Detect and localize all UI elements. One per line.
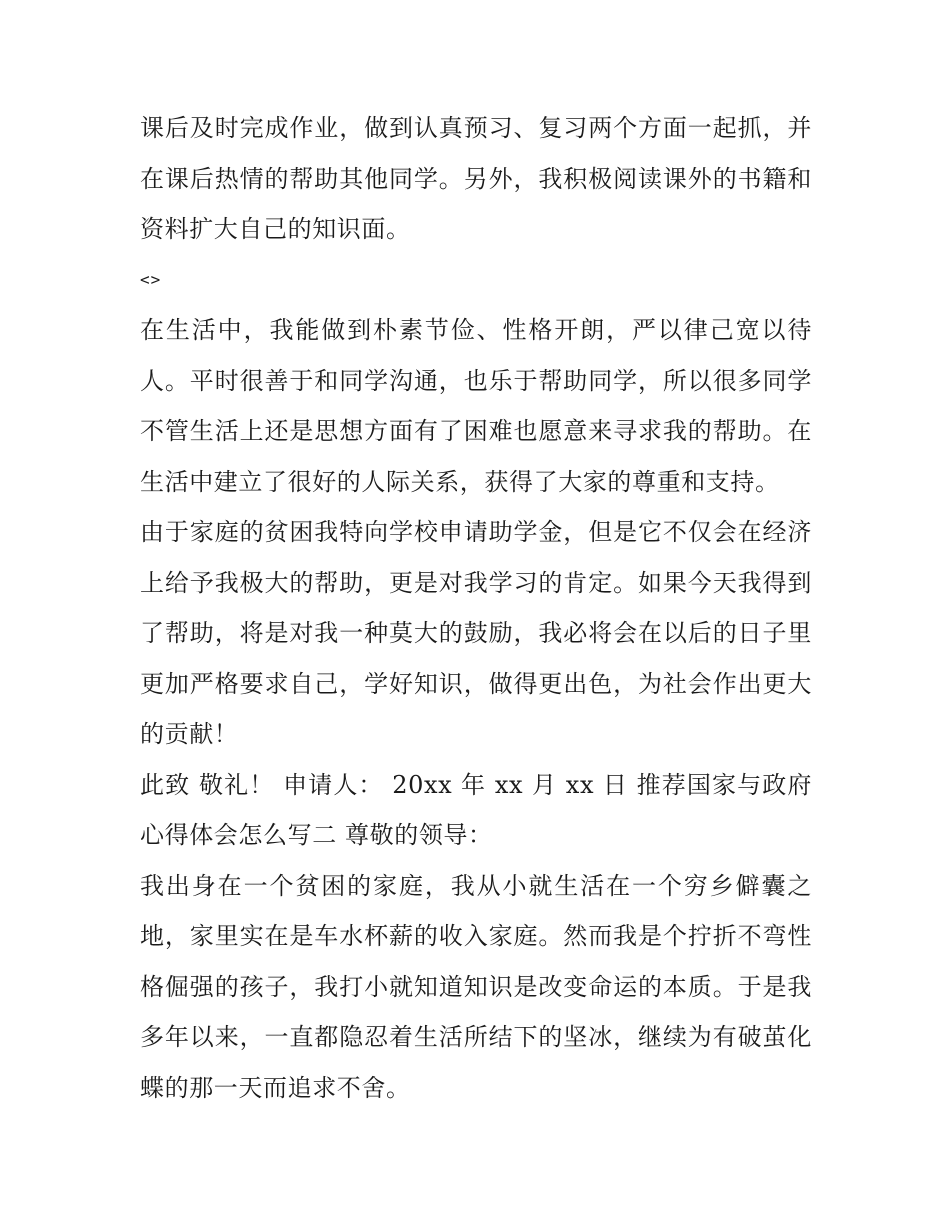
body-text — [140, 103, 812, 1113]
paragraph-application: 由于家庭的贫困我特向学校申请助学金，但是它不仅会在经济上给予我极大的帮助，更是对我学习的肯定。如果今天我得到了帮助，将是对我一种莫大的鼓励，我必将会在以后的日子里更加严格要求自己，学好知识，做得更出色，为社会作出更大的贡献！ — [140, 518, 812, 748]
paragraph-homework: 课后及时完成作业，做到认真预习、复习两个方面一起抓，并在课后热情的帮助其他同学。另外，我积极阅读课外的书籍和资料扩大自己的知识面。 — [140, 114, 812, 243]
section-marker: <> — [140, 269, 162, 289]
paragraph-life: 在生活中，我能做到朴素节俭、性格开朗，严以律己宽以待人。平时很善于和同学沟通，也乐于帮助同学，所以很多同学不管生活上还是思想方面有了困难也愿意来寻求我的帮助。在生活中建立了很好的人际关系，获得了大家的尊重和支持。 — [140, 316, 812, 496]
paragraph-closing: 此致 敬礼！ 申请人： 20xx 年 xx 月 xx 日 推荐国家与政府心得体会怎么写二 尊敬的领导： — [140, 770, 812, 849]
paragraph-background: 我出身在一个贫困的家庭，我从小就生活在一个穷乡僻囊之地，家里实在是车水杯薪的收入家庭。然而我是个拧折不弯性格倔强的孩子，我打小就知道知识是改变命运的本质。于是我多年以来，一直都隐忍着生活所结下的坚冰，继续为有破茧化蝶的那一天而追求不舍。 — [140, 871, 812, 1102]
